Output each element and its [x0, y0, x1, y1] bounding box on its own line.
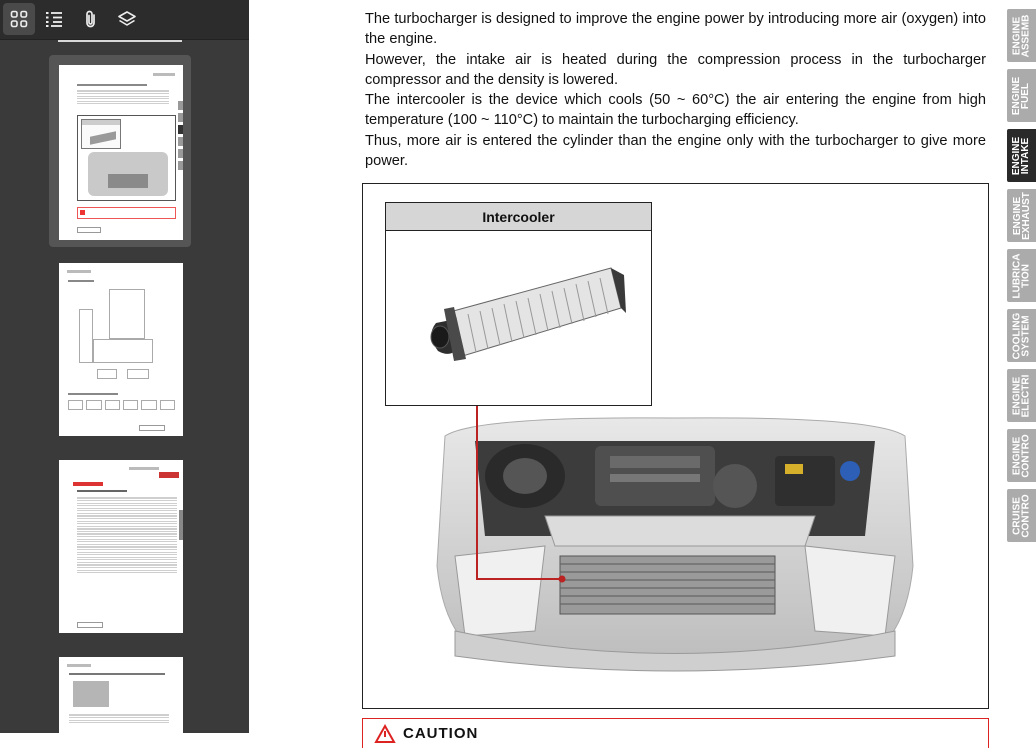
tab-cruise-control[interactable]	[1007, 489, 1036, 542]
tab-label: ENGINE CONTRO	[1011, 433, 1032, 478]
tab-label: LUBRICA TION	[1011, 253, 1032, 298]
page-thumbnail[interactable]	[59, 657, 183, 747]
inset-title: Intercooler	[386, 203, 651, 231]
layers-icon	[117, 9, 137, 29]
grid-icon	[9, 9, 29, 29]
caution-title: CAUTION	[403, 725, 479, 742]
tab-engine-electrical[interactable]	[1007, 369, 1036, 422]
tab-label: CRUISE CONTRO	[1011, 493, 1032, 538]
tab-label: COOLING SYSTEM	[1011, 312, 1032, 359]
document-page	[250, 0, 1002, 742]
previous-page-edge	[58, 40, 182, 42]
thumbnail-sidebar	[0, 0, 249, 733]
tab-label: ENGINE INTAKE	[1011, 136, 1032, 175]
paperclip-icon	[81, 9, 101, 29]
tab-engine-assembly[interactable]	[1007, 9, 1036, 62]
leader-line-vertical	[476, 406, 478, 580]
intercooler-figure	[362, 183, 989, 709]
attachments-button[interactable]	[75, 3, 107, 35]
tab-engine-control[interactable]	[1007, 429, 1036, 482]
outline-button[interactable]	[38, 3, 70, 35]
chapter-tab-bar	[1002, 0, 1036, 733]
intercooler-inset	[385, 202, 652, 406]
caution-box	[362, 718, 989, 748]
page-thumbnail-current[interactable]	[59, 65, 183, 240]
engine-bay-image	[435, 416, 915, 671]
tab-lubrication[interactable]	[1007, 249, 1036, 302]
tab-cooling-system[interactable]	[1007, 309, 1036, 362]
paragraph-intake-heated: However, the intake air is heated during the compression process in the turbocharger compressor and the density is lowered.	[365, 52, 986, 89]
thumbnails-button[interactable]	[3, 3, 35, 35]
paragraph-intercooler: The intercooler is the device which cools (50 ~ 60°C) the air entering the engine from high temperature (100 ~ 110°C) to maintain the turbocharging efficiency.	[365, 92, 986, 129]
sidebar-toolbar	[0, 0, 249, 40]
tab-label: ENGINE EXHAUST	[1011, 191, 1032, 240]
paragraph-turbocharger: The turbocharger is designed to improve the engine power by introducing more air (oxygen) into the engine.	[365, 11, 986, 48]
list-icon	[44, 9, 64, 29]
page-thumbnail[interactable]	[59, 460, 183, 633]
tab-engine-fuel[interactable]	[1007, 69, 1036, 122]
tab-engine-intake[interactable]	[1007, 129, 1036, 182]
tab-label: ENGINE ASSEMB	[1011, 14, 1032, 57]
page-thumbnail[interactable]	[59, 263, 183, 436]
tab-label: ENGINE ELECTRI	[1011, 374, 1032, 417]
leader-line-horizontal	[476, 578, 562, 580]
paragraph-more-air: Thus, more air is entered the cylinder than the engine only with the turbocharger to give more power.	[365, 133, 986, 170]
warning-icon	[375, 725, 395, 743]
intercooler-image	[426, 253, 626, 363]
layers-button[interactable]	[111, 3, 143, 35]
tab-label: ENGINE FUEL	[1011, 76, 1032, 115]
tab-engine-exhaust[interactable]	[1007, 189, 1036, 242]
